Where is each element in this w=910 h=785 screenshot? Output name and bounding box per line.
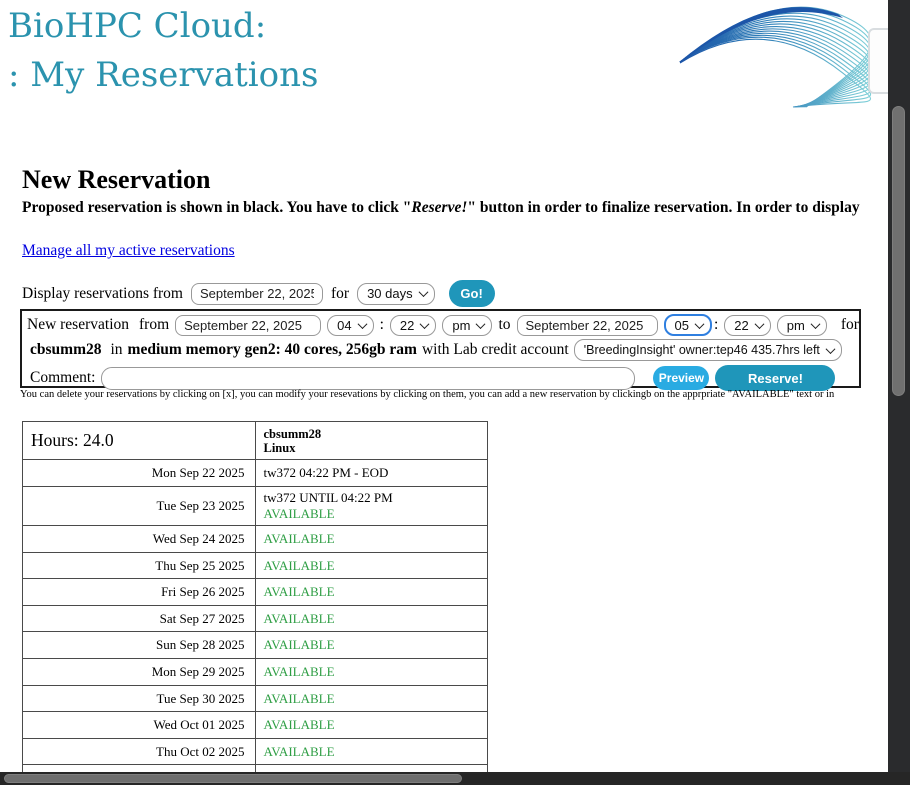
go-button[interactable]: Go! [449, 280, 495, 307]
from-minute-select[interactable] [390, 315, 436, 336]
display-for-label: for [331, 284, 350, 302]
new-reservation-form [20, 309, 861, 388]
table-row [23, 632, 488, 659]
instruction-reserve-word: Reserve! [411, 199, 468, 216]
available-link[interactable]: AVAILABLE [263, 557, 335, 573]
new-reservation-label: New reservation [27, 316, 129, 333]
to-date-input[interactable] [517, 315, 658, 336]
table-row [23, 487, 488, 526]
table-row-partial [23, 765, 488, 773]
help-note: You can delete your reservations by clicking on [x], you can modify your resevations by clicking on them, you can add a new reservation by clickingb on the apprpriate "AVAILABLE" text or in [20, 389, 835, 400]
credit-account-select[interactable] [574, 339, 842, 361]
manage-reservations-link[interactable]: Manage all my active reservations [22, 242, 235, 259]
vertical-scrollbar[interactable] [888, 0, 910, 785]
from-hour-select[interactable] [327, 315, 373, 336]
page-title-line2: : My Reservations [8, 55, 319, 95]
display-controls-row [22, 280, 495, 307]
chevron-down-icon [357, 319, 367, 329]
table-row [23, 712, 488, 739]
chevron-down-icon [754, 319, 764, 329]
page-title [8, 2, 318, 100]
available-link[interactable]: AVAILABLE [263, 584, 335, 599]
to-time-colon: : [713, 316, 719, 333]
table-header-row [23, 422, 488, 460]
date-cell: Sun Sep 28 2025 [23, 632, 256, 659]
wave-banner-decoration [638, 0, 890, 118]
new-reservation-heading: New Reservation [22, 165, 211, 194]
duration-select-value: 30 days [367, 286, 413, 301]
for-label: for [840, 316, 859, 333]
from-label: from [139, 316, 170, 333]
machine-name: cbsumm28 [30, 341, 102, 358]
to-hour-value: 05 [674, 317, 689, 333]
schedule-table-wrap [22, 421, 489, 772]
table-row [23, 553, 488, 579]
schedule-table [22, 421, 488, 772]
table-row [23, 606, 488, 632]
chevron-down-icon [695, 319, 705, 329]
table-row [23, 686, 488, 712]
reserve-button[interactable]: Reserve! [715, 365, 835, 391]
date-cell: Tue Sep 30 2025 [23, 686, 256, 712]
to-ampm-value: pm [786, 317, 805, 333]
date-cell: Wed Sep 24 2025 [23, 526, 256, 553]
horizontal-scrollbar-thumb[interactable] [4, 774, 462, 783]
chevron-down-icon [825, 344, 835, 354]
chevron-down-icon [810, 319, 820, 329]
display-date-input[interactable] [191, 283, 323, 305]
to-hour-select[interactable] [664, 314, 712, 336]
table-row [23, 460, 488, 487]
date-cell: Tue Sep 23 2025 [23, 487, 256, 526]
date-cell: Mon Sep 22 2025 [23, 460, 256, 487]
to-ampm-select[interactable] [777, 315, 827, 336]
chevron-down-icon [476, 319, 486, 329]
table-row [23, 659, 488, 686]
from-date-input[interactable] [175, 315, 321, 336]
machine-header-os: Linux [263, 440, 296, 455]
from-time-colon: : [379, 316, 384, 333]
vertical-scrollbar-thumb[interactable] [892, 106, 905, 396]
date-cell: Mon Sep 29 2025 [23, 659, 256, 686]
table-row [23, 579, 488, 606]
available-link[interactable]: AVAILABLE [263, 506, 335, 521]
available-link[interactable]: AVAILABLE [263, 531, 335, 546]
horizontal-scrollbar[interactable] [0, 772, 910, 785]
reservation-entry[interactable]: tw372 UNTIL 04:22 PM [263, 490, 393, 505]
chevron-down-icon [418, 287, 428, 297]
available-link[interactable]: AVAILABLE [263, 610, 335, 626]
table-row [23, 739, 488, 765]
reservation-entry[interactable]: tw372 04:22 PM - EOD [263, 465, 389, 480]
from-hour-value: 04 [337, 317, 352, 333]
instruction-prefix: Proposed reservation is shown in black. You have to click " [22, 199, 412, 216]
chevron-down-icon [420, 319, 430, 329]
available-link[interactable]: AVAILABLE [263, 664, 335, 679]
date-cell: Thu Oct 02 2025 [23, 739, 256, 765]
available-link[interactable]: AVAILABLE [263, 690, 335, 706]
display-from-label: Display reservations from [22, 284, 183, 302]
from-minute-value: 22 [399, 317, 415, 333]
credit-account-value: 'BreedingInsight' owner:tep46 435.7hrs left [583, 343, 820, 357]
available-link[interactable]: AVAILABLE [263, 717, 335, 732]
to-label: to [498, 316, 511, 333]
duration-select[interactable] [357, 283, 435, 305]
from-ampm-value: pm [452, 317, 471, 333]
to-minute-value: 22 [734, 317, 749, 333]
date-cell: Thu Sep 25 2025 [23, 553, 256, 579]
date-cell: Sat Sep 27 2025 [23, 606, 256, 632]
with-credit-label: with Lab credit account [421, 341, 569, 358]
instruction-suffix: " button in order to finalize reservation. In order to display [467, 199, 860, 216]
comment-label: Comment: [30, 369, 96, 386]
instruction-text [22, 199, 888, 217]
wave-decoration-icon [638, 0, 890, 118]
to-minute-select[interactable] [724, 315, 770, 336]
date-cell: Fri Sep 26 2025 [23, 579, 256, 606]
hours-label: Hours: 24.0 [23, 422, 256, 460]
table-row [23, 526, 488, 553]
date-cell: Wed Oct 01 2025 [23, 712, 256, 739]
in-label: in [110, 341, 123, 358]
available-link[interactable]: AVAILABLE [263, 637, 335, 652]
comment-input[interactable] [101, 367, 635, 390]
from-ampm-select[interactable] [442, 315, 492, 336]
preview-button[interactable]: Preview [653, 366, 709, 390]
machine-description: medium memory gen2: 40 cores, 256gb ram [127, 341, 417, 358]
machine-column-header [255, 422, 488, 460]
machine-header-name: cbsumm28 [263, 426, 322, 441]
page-title-line1: BioHPC Cloud: [8, 6, 267, 46]
available-link[interactable]: AVAILABLE [263, 743, 335, 759]
